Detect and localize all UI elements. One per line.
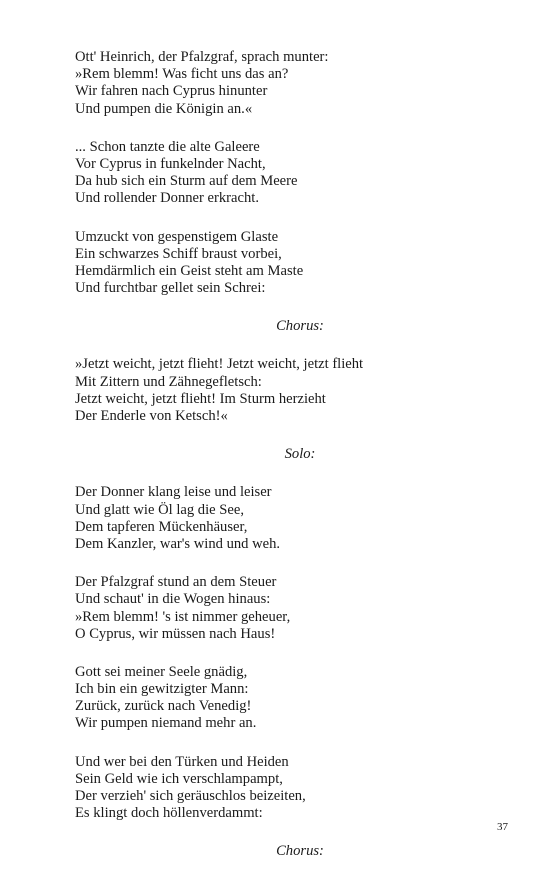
verse-line: Dem tapferen Mückenhäuser, bbox=[75, 518, 248, 535]
stanza bbox=[75, 754, 485, 823]
verse-line: Dem Kanzler, war's wind und weh. bbox=[75, 535, 281, 552]
verse-line: Und pumpen die Königin an.« bbox=[75, 100, 253, 117]
verse-line: Da hub sich ein Sturm auf dem Meere bbox=[75, 173, 298, 190]
stanza bbox=[75, 484, 485, 553]
verse-line: Und glatt wie Öl lag die See, bbox=[75, 501, 245, 518]
speaker-heading: Chorus: bbox=[276, 318, 324, 335]
speaker-heading: Solo: bbox=[284, 446, 316, 463]
verse-line: Wir pumpen niemand mehr an. bbox=[75, 715, 257, 732]
verse-line: »Jetzt weicht, jetzt flieht! Jetzt weicht, jetzt flieht bbox=[75, 356, 364, 373]
verse-line: Hemdärmlich ein Geist steht am Maste bbox=[75, 262, 304, 279]
verse-line: Und furchtbar gellet sein Schrei: bbox=[75, 280, 266, 297]
verse-line: Ein schwarzes Schiff braust vorbei, bbox=[75, 245, 282, 262]
verse-line: Mit Zittern und Zähnegefletsch: bbox=[75, 373, 262, 390]
verse-line: Umzuckt von gespenstigem Glaste bbox=[75, 228, 279, 245]
verse-line: Und schaut' in die Wogen hinaus: bbox=[75, 591, 271, 608]
verse-line: Ott' Heinrich, der Pfalzgraf, sprach munter: bbox=[75, 49, 329, 65]
verse-line: Ich bin ein gewitzigter Mann: bbox=[75, 681, 249, 698]
speaker-heading: Chorus: bbox=[276, 843, 324, 860]
verse-line: »Rem blemm! Was ficht uns das an? bbox=[75, 66, 289, 83]
verse-line: ... Schon tanzte die alte Galeere bbox=[75, 138, 260, 155]
verse-line: Der Donner klang leise und leiser bbox=[75, 484, 272, 501]
verse-line: Der Enderle von Ketsch!« bbox=[75, 408, 228, 425]
stanza bbox=[75, 574, 485, 643]
verse-line: Sein Geld wie ich verschlampampt, bbox=[75, 770, 283, 787]
verse-line: Der verzieh' sich geräuschlos beizeiten, bbox=[75, 788, 306, 805]
stanza bbox=[75, 356, 485, 425]
verse-line: Wir fahren nach Cyprus hinunter bbox=[75, 83, 268, 100]
verse-line: Es klingt doch höllenverdammt: bbox=[75, 805, 263, 822]
stanza bbox=[75, 139, 485, 208]
verse-line: Gott sei meiner Seele gnädig, bbox=[75, 663, 248, 680]
stanza bbox=[75, 664, 485, 733]
verse-line: Und rollender Donner erkracht. bbox=[75, 190, 259, 207]
verse-line: Jetzt weicht, jetzt flieht! Im Sturm herzieht bbox=[75, 390, 326, 407]
page-number: 37 bbox=[497, 821, 508, 833]
verse-line: »Rem blemm! 's ist nimmer geheuer, bbox=[75, 608, 291, 625]
stanza bbox=[75, 49, 485, 118]
poem-page bbox=[75, 49, 485, 882]
verse-line: Der Pfalzgraf stund an dem Steuer bbox=[75, 574, 277, 591]
verse-line: Vor Cyprus in funkelnder Nacht, bbox=[75, 155, 266, 172]
verse-line: O Cyprus, wir müssen nach Haus! bbox=[75, 625, 276, 642]
verse-line: Zurück, zurück nach Venedig! bbox=[75, 698, 252, 715]
stanza bbox=[75, 229, 485, 298]
verse-line: Und wer bei den Türken und Heiden bbox=[75, 753, 289, 770]
